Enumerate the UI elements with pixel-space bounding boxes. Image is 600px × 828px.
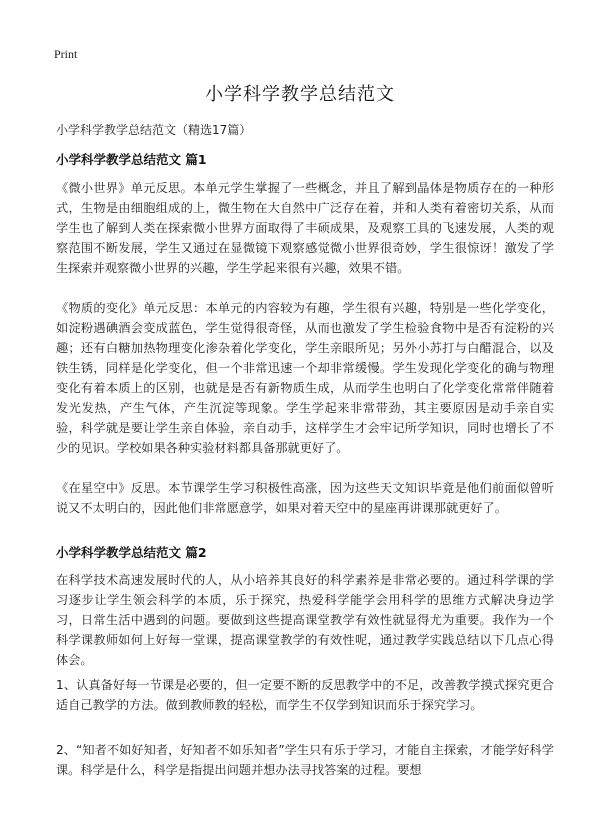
section-2-paragraph-3: 2、“知者不如好知者，好知者不如乐知者”学生只有乐于学习，才能自主探索，才能学好科学课。科学是什么，科学是指提出问题并想办法寻找答案的过程。要想: [56, 743, 554, 777]
document-title: 小学科学教学总结范文: [205, 84, 395, 105]
print-link[interactable]: Print: [54, 47, 78, 61]
section-1-paragraph-1: 《微小世界》单元反思。本单元学生掌握了一些概念，并且了解到晶体是物质存在的一种形式，生物是由细胞组成的上，微生物在大自然中广泛存在着，并和人类有着密切关系，从而学生也了解到人类在探索微小世界方面取得了丰硕成果，及观察工具的飞速发展，人类的观察范围不断发展，学生又通过在显微镜下观察感觉微小世界很奇妙，学生很惊讶！激发了学生探索并观察微小世界的兴趣，学生学起来很有兴趣，效果不错。: [56, 181, 554, 275]
section-2-paragraph-1: 在科学技术高速发展时代的人，从小培养其良好的科学素养是非常必要的。通过科学课的学习逐步让学生领会科学的本质，乐于探究，热爱科学能学会用科学的思维方式解决身边学习，日常生活中遇到的问题。要做到这些提高课堂教学有效性就显得尤为重要。我作为一个科学课教师如何上好每一堂课，提高课堂教学的有效性呢，通过教学实践总结以下几点心得体会。: [56, 573, 554, 667]
document-subtitle: 小学科学教学总结范文（精选17篇）: [56, 123, 252, 137]
section-1-paragraph-3: 《在星空中》反思。本节课学生学习积极性高涨，因为这些天文知识毕竟是他们前面似曾听说又不太明白的，因此他们非常愿意学，如果对着天空中的星座再讲课那就更好了。: [56, 481, 554, 515]
section-heading-2: 小学科学教学总结范文 篇2: [56, 545, 207, 560]
section-2-paragraph-2: 1、认真备好每一节课是必要的，但一定要不断的反思教学中的不足，改善教学摸式探究更合适自己教学的方法。做到教师教的轻松，而学生不仅学到知识而乐于探究学习。: [56, 678, 554, 712]
section-heading-1: 小学科学教学总结范文 篇1: [56, 152, 207, 167]
section-1-paragraph-2: 《物质的变化》单元反思：本单元的内容较为有趣，学生很有兴趣，特别是一些化学变化，如淀粉遇碘酒会变成蓝色，学生觉得很奇怪，从而也激发了学生检验食物中是否有淀粉的兴趣；还有白糖加热物理变化渗杂着化学变化，学生亲眼所见；另外小苏打与白醋混合，以及铁生锈，同样是化学变化，但一个非常迅速一个却非常缓慢。学生发现化学变化的确与物理变化有着本质上的区别，也就是是否有新物质生成，从而学生也明白了化学变化常常伴随着发光发热，产生气体，产生沉淀等现象。学生学起来非常带劲，其主要原因是动手亲自实验，科学就是要让学生亲自体验，亲自动手，这样学生才会牢记所学知识，同时也增长了不少的见识。学校如果各种实验材料都具备那就更好了。: [56, 301, 554, 455]
